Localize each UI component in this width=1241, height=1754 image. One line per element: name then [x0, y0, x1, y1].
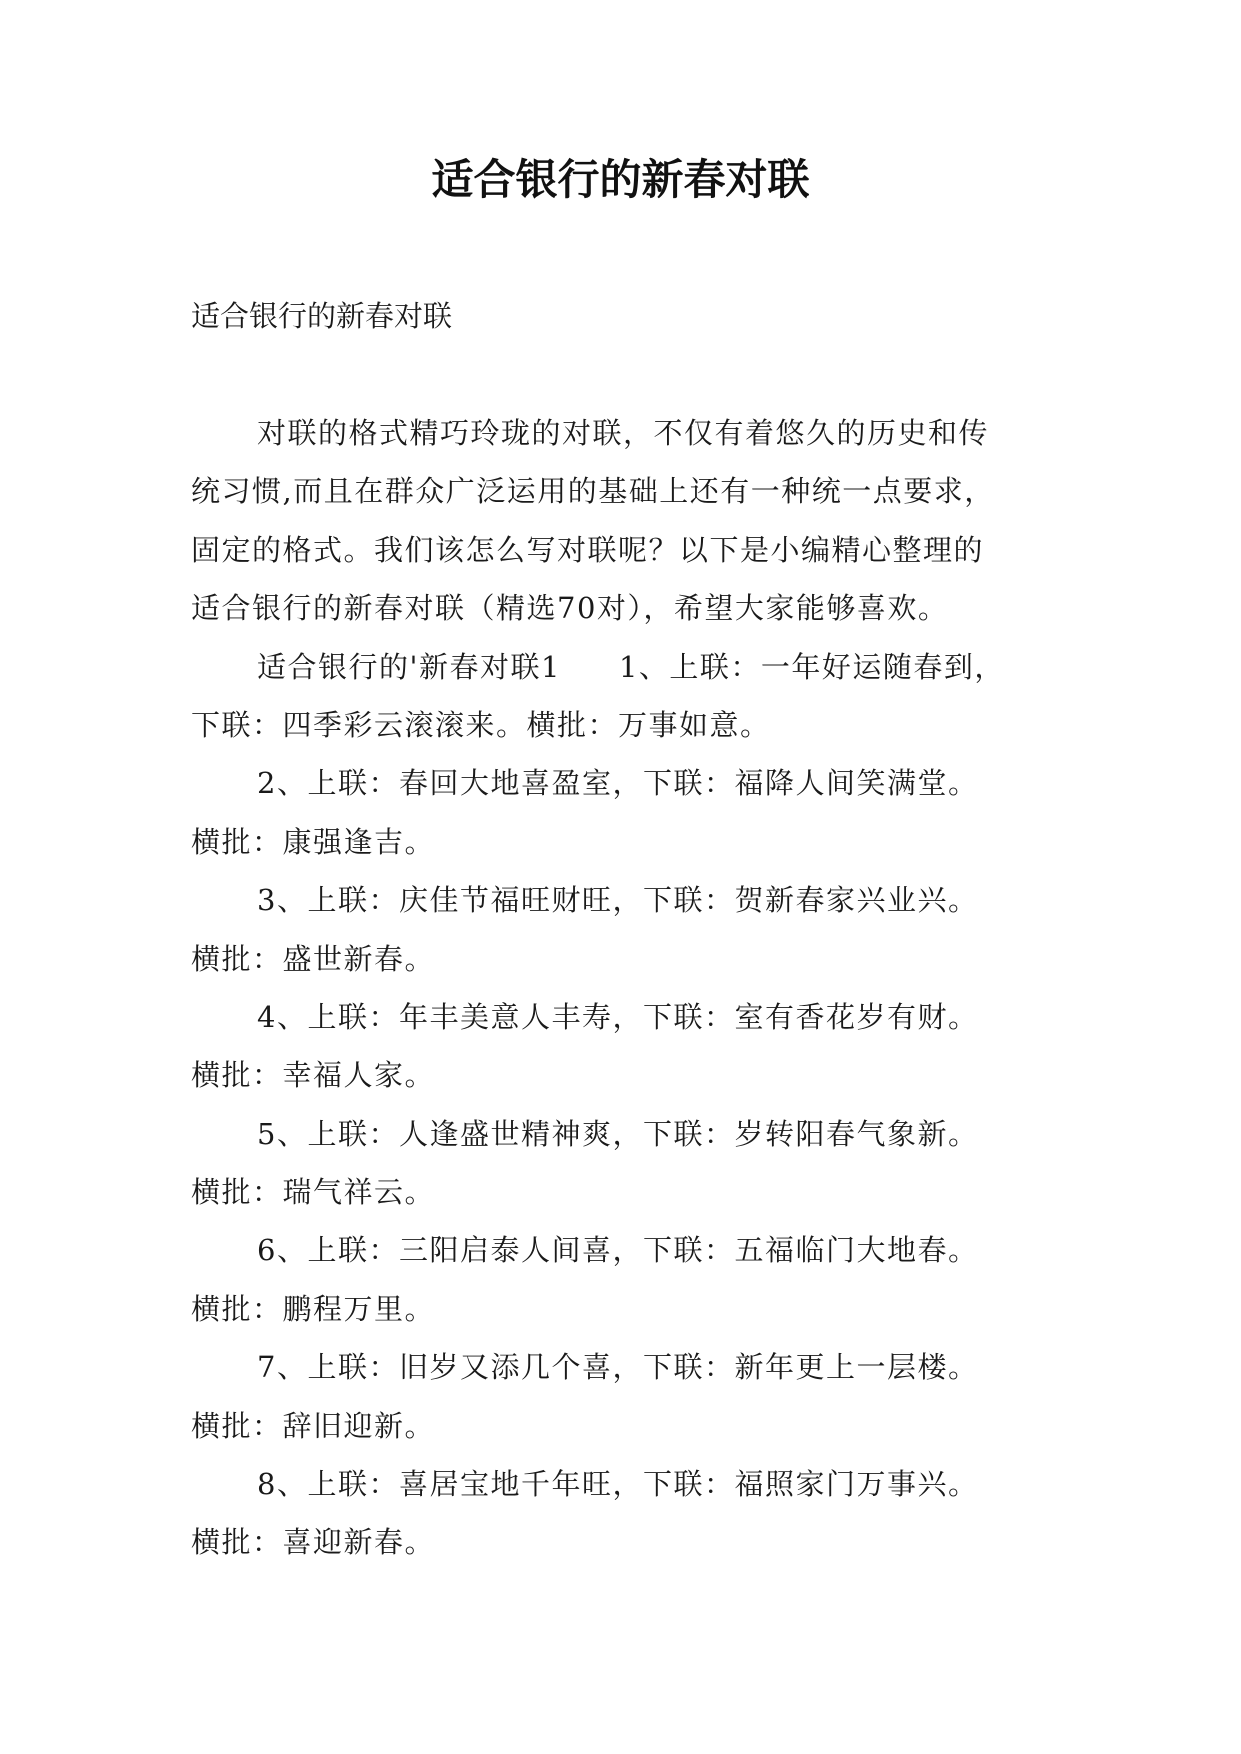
couplet-first-line: 4、上联：年丰美意人丰寿，下联：室有香花岁有财。 — [257, 999, 979, 1034]
couplet-second-line: 下联：四季彩云滚滚来。横批：万事如意。 — [191, 707, 771, 742]
intro-line: 适合银行的新春对联（精选70对），希望大家能够喜欢。 — [191, 591, 949, 626]
couplet-first-line: 3、上联：庆佳节福旺财旺，下联：贺新春家兴业兴。 — [257, 883, 979, 918]
document-body — [191, 404, 1071, 1572]
section-heading: 适合银行的'新春对联1 — [257, 649, 561, 684]
couplet-first-line: 2、上联：春回大地喜盈室，下联：福降人间笑满堂。 — [257, 766, 979, 801]
couplet-first-line: 8、上联：喜居宝地千年旺，下联：福照家门万事兴。 — [257, 1467, 979, 1502]
couplet-first-line: 7、上联：旧岁又添几个喜，下联：新年更上一层楼。 — [257, 1350, 979, 1385]
couplet-second-line: 横批：瑞气祥云。 — [191, 1175, 436, 1210]
couplet-second-line: 横批：幸福人家。 — [191, 1058, 436, 1093]
document-subtitle: 适合银行的新春对联 — [191, 299, 453, 333]
couplet-second-line: 横批：盛世新春。 — [191, 941, 436, 976]
couplet-second-line: 横批：喜迎新春。 — [191, 1525, 436, 1560]
couplet-first-line: 5、上联：人逢盛世精神爽，下联：岁转阳春气象新。 — [257, 1116, 979, 1151]
intro-line: 对联的格式精巧玲珑的对联，不仅有着悠久的历史和传 — [257, 416, 990, 450]
intro-line: 固定的格式。我们该怎么写对联呢？以下是小编精心整理的 — [191, 532, 985, 567]
couplet-second-line: 横批：康强逢吉。 — [191, 824, 436, 859]
section-heading-line — [191, 638, 1071, 696]
couplet-first-line: 1、上联：一年好运随春到， — [618, 649, 1005, 684]
couplet-second-line: 横批：辞旧迎新。 — [191, 1408, 436, 1443]
couplet-first-line: 6、上联：三阳启泰人间喜，下联：五福临门大地春。 — [257, 1233, 979, 1268]
page-title: 适合银行的新春对联 — [431, 155, 810, 204]
intro-line: 统习惯,而且在群众广泛运用的基础上还有一种统一点要求， — [191, 474, 995, 509]
couplet-second-line: 横批：鹏程万里。 — [191, 1291, 436, 1326]
